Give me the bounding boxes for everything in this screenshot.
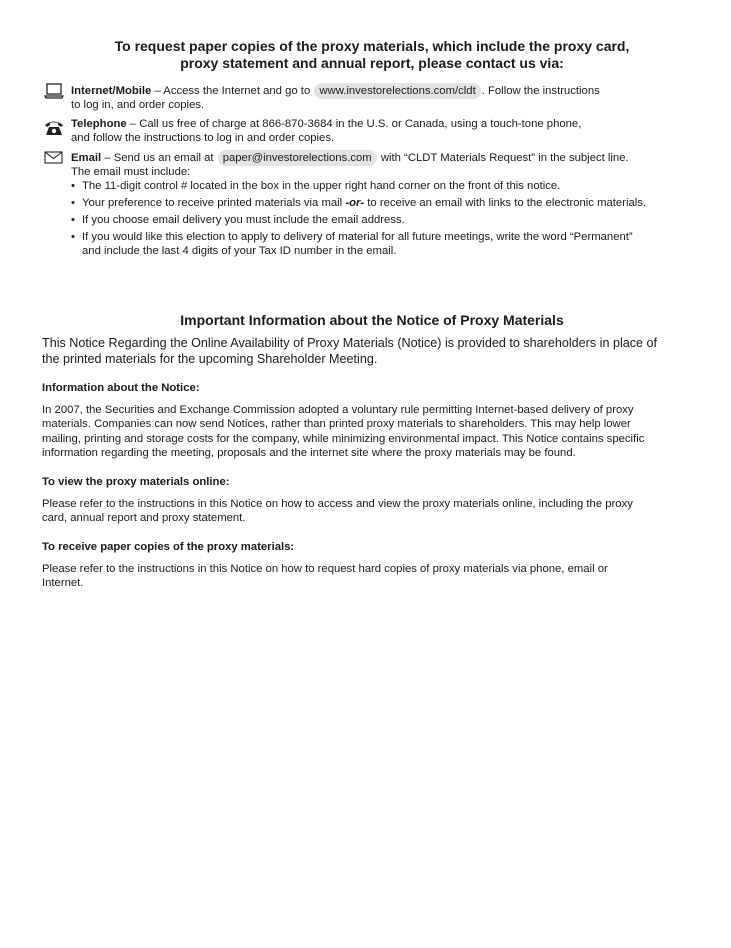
- telephone-icon: [44, 119, 64, 136]
- email-label: Email: [71, 152, 102, 164]
- view-online-heading: To view the proxy materials online:: [42, 476, 230, 488]
- intro-paragraph: This Notice Regarding the Online Availability of Proxy Materials (Notice) is provided to shareholders in place of the printed materials for the upcoming Shareholder Meeting.: [42, 336, 658, 366]
- paper-copies-paragraph: Please refer to the instructions in this Notice on how to request hard copies of proxy materials via phone, email or Internet.: [42, 563, 608, 590]
- internet-label: Internet/Mobile: [71, 85, 152, 97]
- request-title: To request paper copies of the proxy materials, which include the proxy card, proxy statement and annual report, please contact us via:: [114, 38, 630, 71]
- notice-heading: Information about the Notice:: [42, 382, 200, 394]
- email-option: Email – Send us an email at paper@investorelections.com with “CLDT Materials Request” in the subject line. The email must include:: [71, 152, 629, 178]
- list-item: • Your preference to receive printed materials via mail -or- to receive an email with links to the electronic materials.: [71, 197, 711, 211]
- important-info-title: Important Information about the Notice of Proxy Materials: [180, 312, 564, 328]
- internet-url-link[interactable]: www.investorelections.com/cldt: [314, 83, 480, 99]
- email-requirements-list: [71, 180, 711, 262]
- telephone-option: Telephone – Call us free of charge at 866-870-3684 in the U.S. or Canada, using a touch-tone phone, and follow the instructions to log in and order copies.: [71, 118, 582, 144]
- list-item: • If you choose email delivery you must include the email address.: [71, 214, 711, 228]
- list-item: • The 11-digit control # located in the box in the upper right hand corner on the front of this notice.: [71, 180, 711, 194]
- laptop-icon: [44, 83, 64, 99]
- telephone-label: Telephone: [71, 118, 127, 130]
- paper-copies-heading: To receive paper copies of the proxy materials:: [42, 541, 295, 553]
- email-address-link[interactable]: paper@investorelections.com: [218, 150, 377, 166]
- view-online-paragraph: Please refer to the instructions in this Notice on how to access and view the proxy materials online, including the proxy card, annual report and proxy statement.: [42, 498, 633, 525]
- envelope-icon: [44, 151, 64, 164]
- notice-paragraph: In 2007, the Securities and Exchange Commission adopted a voluntary rule permitting Internet-based delivery of proxy materials. Companies can now send Notices, rather than printed proxy materials to shareholders. This may help lower mailing, printing and storage costs for the company, while minimizing environmental impact. This Notice contains specific information regarding the meeting, proposals and the internet site where the proxy materials may be found.: [42, 404, 645, 459]
- list-item: • If you would like this election to apply to delivery of material for all future meetings, write the word “Permanent” and include the last 4 digits of your Tax ID number in the email.: [71, 231, 711, 258]
- internet-option: Internet/Mobile – Access the Internet and go to www.investorelections.com/cldt . Follow the instructions to log in, and order copies.: [71, 85, 600, 111]
